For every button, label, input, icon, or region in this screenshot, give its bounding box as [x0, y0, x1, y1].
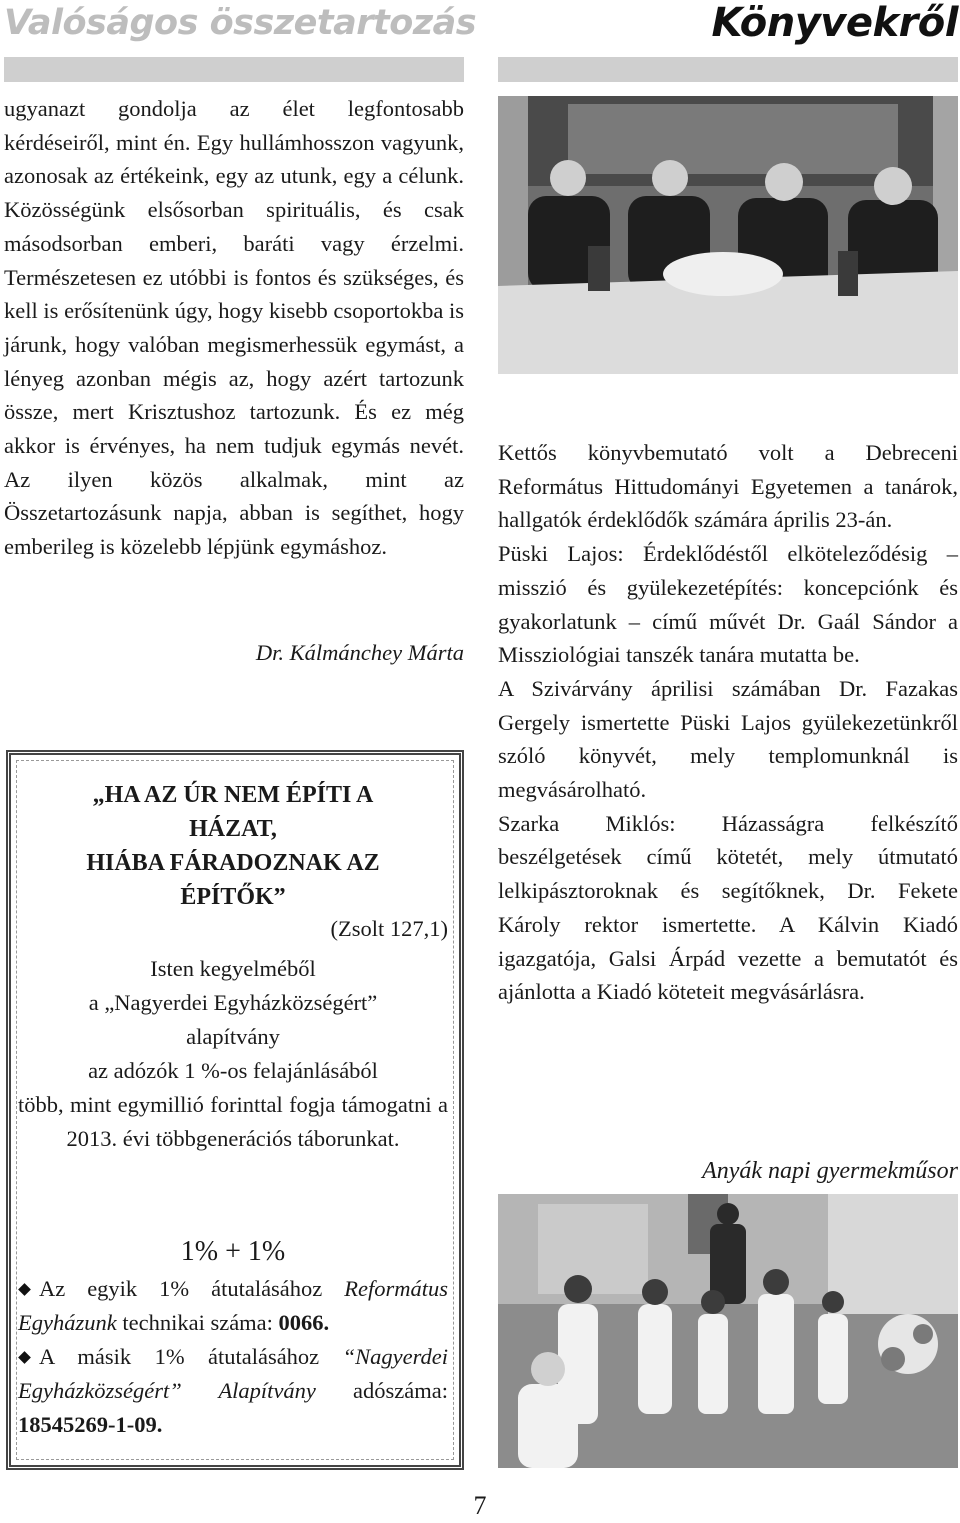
- article-paragraph: ugyanazt gondolja az élet legfontosabb kérdéseiről, mint én. Egy hullámhosszon vagyunk, azonosak az értékeink, egy az utunk, egy a célunk. Közösségünk elsősorban spirituális, és csak másodsorban emberi, baráti vagy érzelmi. Természetesen ez utóbbi is fontos és szükséges, és kell is erősítenünk úgy, hogy kisebb csoportokba is járunk, hogy valóban megismerhessük egymást, a lényeg azonban mégis az, hogy azért tartozunk össze, mert Krisztushoz tartozunk. És ez még akkor is érvényes, ha nem tudjuk egymás nevét. Az ilyen közös alkalmak, mint az Összetartozásunk napja, abban is segíthet, hogy emberileg is közelebb lépjünk egymáshoz.: [4, 96, 464, 560]
- box-body-line: alapítvány: [186, 1024, 280, 1049]
- box-body-line: Isten kegyelméből: [150, 956, 316, 981]
- box-body-line: több, mint egymillió forinttal fogja támogatni a 2013. évi többgenerációs táborunkat.: [18, 1092, 448, 1151]
- tax-percent-list: [18, 1272, 448, 1442]
- box-title: [18, 778, 448, 914]
- box-title-line: HÁZAT,: [189, 816, 277, 842]
- tax-percent-title: 1% + 1%: [180, 1236, 286, 1267]
- article-body-right: [498, 436, 958, 1009]
- article-paragraph: A Szivárvány áprilisi számában Dr. Fazakas Gergely ismertette Püski Lajos gyülekezetünkről szóló könyvét, mely templomunknál is megvásárolható.: [498, 675, 958, 803]
- photo-childrens-program: [498, 1194, 958, 1468]
- section-title-right: Könyvekről: [711, 0, 958, 46]
- section-title-left: Valóságos összetartozás: [4, 3, 477, 43]
- photo-book-presentation: [498, 96, 958, 374]
- author-signature: Dr. Kálmánchey Márta: [255, 640, 464, 665]
- subheading-mothers-day: Anyák napi gyermekműsor: [702, 1158, 958, 1184]
- photo-childrens-program-image: [498, 1194, 958, 1468]
- box-body: [18, 952, 448, 1156]
- article-body-left: [4, 92, 464, 564]
- list-item: Az egyik 1% átutalásához Református Egyházunk technikai száma: 0066.: [18, 1276, 448, 1335]
- box-title-line: „HA AZ ÚR NEM ÉPÍTI A: [92, 782, 374, 808]
- box-body-line: a „Nagyerdei Egyházközségért”: [88, 990, 378, 1015]
- header-bar-right: [498, 57, 958, 82]
- bullet-diamond-icon: [18, 1283, 31, 1296]
- list-item: A másik 1% átutalásához “Nagyerdei Egyházközségért” Alapítvány adószáma: 18545269-1-09.: [18, 1344, 448, 1437]
- box-body-line: az adózók 1 %-os felajánlásából: [88, 1058, 378, 1083]
- header-bar-left: [4, 57, 464, 82]
- bullet-diamond-icon: [18, 1351, 31, 1364]
- article-paragraph: Püski Lajos: Érdeklődéstől elköteleződésig – misszió és gyülekezetépítés: koncepciónk és gyakorlatunk – című művét Dr. Gaál Sándor a Missziológiai tanszék tanára mutatta be.: [498, 541, 958, 668]
- box-title-line: HIÁBA FÁRADOZNAK AZ: [86, 850, 380, 876]
- page-number: 7: [473, 1491, 487, 1520]
- photo-book-presentation-image: [498, 96, 958, 374]
- box-title-line: ÉPÍTŐK”: [180, 884, 286, 910]
- bible-reference: (Zsolt 127,1): [330, 916, 448, 941]
- article-paragraph: Szarka Miklós: Házasságra felkészítő beszélgetések című kötetét, mely útmutató lelkipásztoroknak és segítőknek, Dr. Fekete Károly rektor ismertette. A Kálvin Kiadó igazgatója, Galsi Árpád vezette a bemutatót és ajánlotta a Kiadó köteteit megvásárlásra.: [498, 810, 958, 1005]
- article-paragraph: Kettős könyvbemutató volt a Debreceni Református Hittudományi Egyetemen a tanárok, hallgatók érdeklődők számára április 23-án.: [498, 440, 958, 533]
